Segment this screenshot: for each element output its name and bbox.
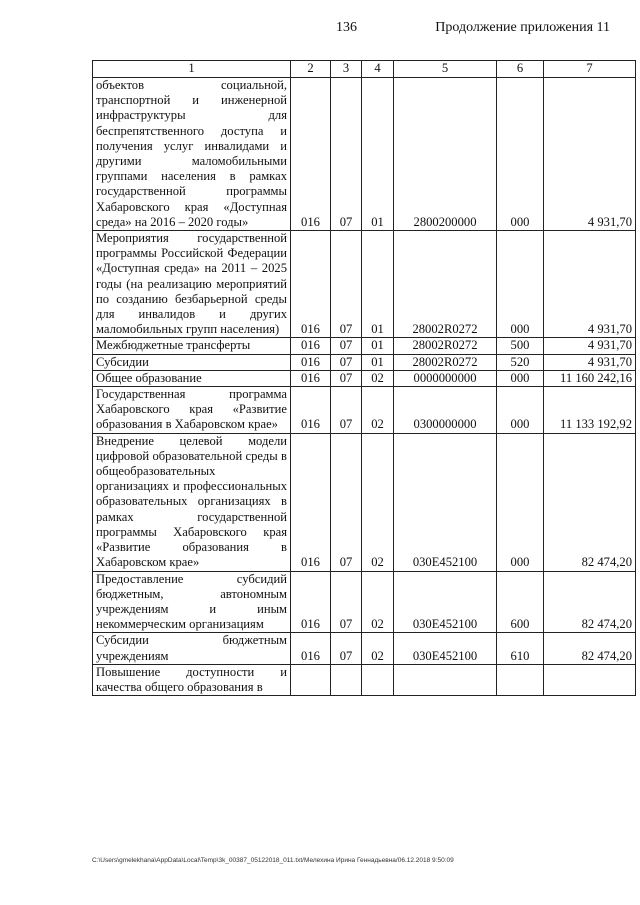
row-name-cell: объектов социальной, транспортной и инженерной инфраструктуры для беспрепятственного доступа и получения услуг инвалидами и другими маломобильными группами населения в рамках государственной программы Хабаровского края «Доступная среда» на 2016 – 2020 годы» [93, 78, 291, 231]
row-name-cell: Общее образование [93, 370, 291, 386]
row-value-cell [394, 664, 497, 695]
continuation-label: Продолжение приложения 11 [435, 20, 610, 35]
row-value-cell: 016 [291, 370, 331, 386]
file-path-footer: C:\Users\gmelekhana\AppData\Local\Temp\3k_00387_05122018_011.txt/Мелехина Ирина Геннадьевна/06.12.2018 9:50:09 [92, 857, 454, 864]
row-value-cell: 11 133 192,92 [544, 387, 636, 434]
table-row [93, 433, 636, 571]
row-name-cell: Государственная программа Хабаровского края «Развитие образования в Хабаровском крае» [93, 387, 291, 434]
row-value-cell: 28002R0272 [394, 338, 497, 354]
column-header: 7 [544, 61, 636, 78]
table-row [93, 354, 636, 370]
row-value-cell: 0000000000 [394, 370, 497, 386]
table-row [93, 387, 636, 434]
table-row [93, 231, 636, 338]
column-header: 2 [291, 61, 331, 78]
row-name-cell: Предоставление субсидий бюджетным, автономным учреждениям и иным некоммерческим организациям [93, 571, 291, 633]
row-value-cell: 500 [497, 338, 544, 354]
row-value-cell: 02 [362, 433, 394, 571]
row-value-cell: 000 [497, 370, 544, 386]
column-header: 6 [497, 61, 544, 78]
row-value-cell: 07 [331, 354, 362, 370]
table-row [93, 78, 636, 231]
row-name-cell: Мероприятия государственной программы Российской Федерации «Доступная среда» на 2011 – 2025 годы (на реализацию мероприятий по созданию безбарьерной среды для инвалидов и других маломобильных групп населения) [93, 231, 291, 338]
table-row [93, 633, 636, 664]
row-value-cell: 000 [497, 387, 544, 434]
row-value-cell: 07 [331, 633, 362, 664]
row-value-cell: 4 931,70 [544, 78, 636, 231]
row-value-cell: 07 [331, 387, 362, 434]
row-value-cell: 07 [331, 78, 362, 231]
row-value-cell: 07 [331, 231, 362, 338]
column-header: 4 [362, 61, 394, 78]
row-name-cell: Субсидии бюджетным учреждениям [93, 633, 291, 664]
row-value-cell: 016 [291, 338, 331, 354]
row-value-cell: 4 931,70 [544, 354, 636, 370]
row-value-cell: 01 [362, 338, 394, 354]
row-value-cell: 016 [291, 433, 331, 571]
row-value-cell: 02 [362, 387, 394, 434]
row-value-cell: 07 [331, 338, 362, 354]
row-value-cell: 016 [291, 78, 331, 231]
table-row [93, 338, 636, 354]
table-row [93, 664, 636, 695]
row-value-cell: 016 [291, 571, 331, 633]
row-value-cell: 030Е452100 [394, 633, 497, 664]
budget-table [92, 60, 636, 696]
row-value-cell: 4 931,70 [544, 231, 636, 338]
row-value-cell [497, 664, 544, 695]
row-value-cell: 030Е452100 [394, 571, 497, 633]
row-name-cell: Повышение доступности и качества общего образования в [93, 664, 291, 695]
column-header: 1 [93, 61, 291, 78]
row-value-cell: 28002R0272 [394, 354, 497, 370]
row-value-cell: 28002R0272 [394, 231, 497, 338]
row-value-cell: 4 931,70 [544, 338, 636, 354]
row-value-cell: 016 [291, 633, 331, 664]
row-value-cell [291, 664, 331, 695]
row-value-cell: 82 474,20 [544, 571, 636, 633]
row-value-cell: 11 160 242,16 [544, 370, 636, 386]
row-value-cell: 02 [362, 633, 394, 664]
row-value-cell: 82 474,20 [544, 433, 636, 571]
row-value-cell: 07 [331, 571, 362, 633]
row-name-cell: Субсидии [93, 354, 291, 370]
row-value-cell [544, 664, 636, 695]
row-value-cell: 02 [362, 370, 394, 386]
row-value-cell: 02 [362, 571, 394, 633]
row-name-cell: Межбюджетные трансферты [93, 338, 291, 354]
row-value-cell: 01 [362, 78, 394, 231]
row-value-cell [331, 664, 362, 695]
row-value-cell: 520 [497, 354, 544, 370]
column-header: 3 [331, 61, 362, 78]
row-value-cell: 000 [497, 78, 544, 231]
row-value-cell: 07 [331, 433, 362, 571]
page-number: 136 [336, 20, 357, 35]
row-value-cell: 000 [497, 231, 544, 338]
row-value-cell: 016 [291, 231, 331, 338]
row-value-cell: 01 [362, 354, 394, 370]
row-value-cell: 030Е452100 [394, 433, 497, 571]
row-value-cell: 07 [331, 370, 362, 386]
header-row [93, 61, 636, 78]
row-value-cell: 016 [291, 387, 331, 434]
row-value-cell: 01 [362, 231, 394, 338]
row-value-cell: 600 [497, 571, 544, 633]
row-name-cell: Внедрение целевой модели цифровой образовательной среды в общеобразовательных организациях и профессиональных образовательных организациях в рамках государственной программы Хабаровского края «Развитие образования в Хабаровском крае» [93, 433, 291, 571]
column-header: 5 [394, 61, 497, 78]
row-value-cell: 0300000000 [394, 387, 497, 434]
row-value-cell [362, 664, 394, 695]
row-value-cell: 610 [497, 633, 544, 664]
row-value-cell: 000 [497, 433, 544, 571]
page-header [0, 20, 640, 40]
table-row [93, 370, 636, 386]
table-row [93, 571, 636, 633]
row-value-cell: 2800200000 [394, 78, 497, 231]
row-value-cell: 82 474,20 [544, 633, 636, 664]
row-value-cell: 016 [291, 354, 331, 370]
